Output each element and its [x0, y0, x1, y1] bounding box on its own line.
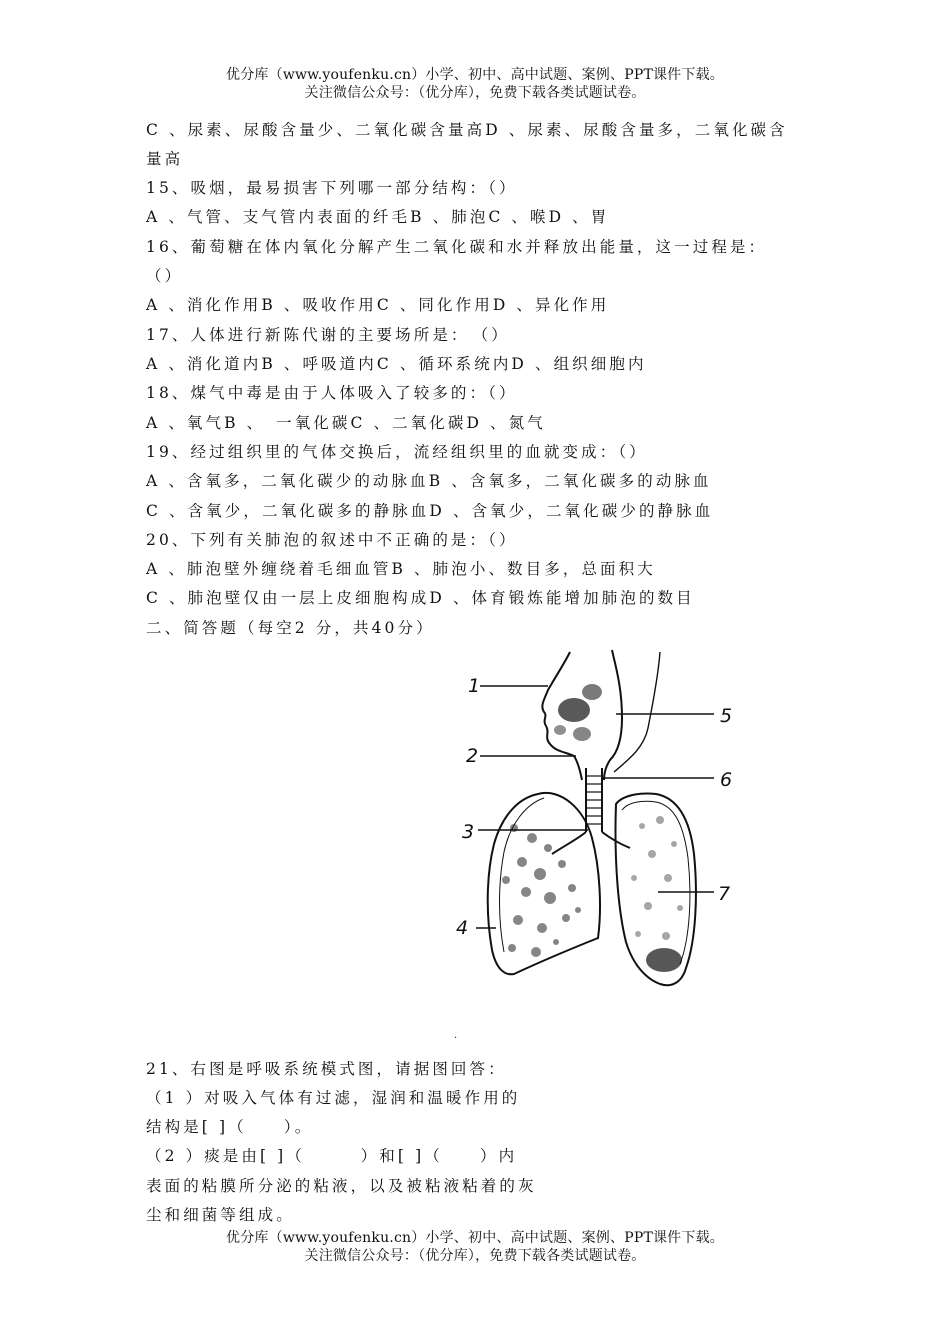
label-5: 5 [720, 705, 733, 727]
text-line: 量高 [146, 150, 184, 168]
text-line: C 、肺泡壁仅由一层上皮细胞构成D 、体育锻炼能增加肺泡的数目 [146, 589, 695, 607]
text-line: C 、含氧少，二氧化碳多的静脉血D 、含氧少，二氧化碳少的静脉血 [146, 502, 714, 520]
label-4: 4 [456, 917, 469, 939]
q21-line: 21、右图是呼吸系统模式图，请据图回答： [146, 1060, 507, 1078]
respiratory-diagram-svg [452, 648, 752, 988]
text-line: A 、消化作用B 、吸收作用C 、同化作用D 、异化作用 [146, 296, 610, 314]
q21-line: （1 ）对吸入气体有过滤，湿润和温暖作用的 [146, 1089, 521, 1107]
text-line: A 、肺泡壁外缠绕着毛细血管B 、肺泡小、数目多，总面积大 [146, 560, 656, 578]
q21-line: （2 ）痰是由[ ]（ ）和[ ]（ ）内 [146, 1147, 518, 1165]
stray-dot: . [454, 1030, 458, 1041]
label-2: 2 [466, 745, 479, 767]
page-header [0, 66, 950, 102]
text-line: 15、吸烟，最易损害下列哪一部分结构：（） [146, 179, 518, 197]
text-line: 18、煤气中毒是由于人体吸入了较多的：（） [146, 384, 518, 402]
q21-line: 尘和细菌等组成。 [146, 1206, 295, 1224]
text-line: A 、氧气B 、 一氧化碳C 、二氧化碳D 、氮气 [146, 414, 546, 432]
q21-line: 表面的粘膜所分泌的粘液，以及被粘液粘着的灰 [146, 1177, 537, 1195]
header-line-2: 关注微信公众号：（优分库），免费下载各类试题试卷。 [304, 85, 646, 101]
label-1: 1 [468, 675, 481, 697]
text-line: A 、消化道内B 、呼吸道内C 、循环系统内D 、组织细胞内 [146, 355, 647, 373]
respiratory-system-diagram [452, 648, 752, 988]
footer-line-1: 优分库（www.youfenku.cn）小学、初中、高中试题、案例、PPT课件下载。 [226, 1230, 724, 1246]
label-3: 3 [462, 821, 475, 843]
text-line: C 、尿素、尿酸含量少、二氧化碳含量高D 、尿素、尿酸含量多，二氧化碳含 [146, 121, 788, 139]
label-7: 7 [718, 883, 731, 905]
header-line-1: 优分库（www.youfenku.cn）小学、初中、高中试题、案例、PPT课件下载。 [226, 67, 724, 83]
text-line: （） [146, 267, 184, 285]
footer-line-2: 关注微信公众号：（优分库），免费下载各类试题试卷。 [304, 1248, 646, 1264]
text-line: 17、人体进行新陈代谢的主要场所是： （） [146, 326, 510, 344]
page-footer [0, 1229, 950, 1265]
q21-line: 结构是[ ]（ ）。 [146, 1118, 314, 1136]
text-line: 20、下列有关肺泡的叙述中不正确的是：（） [146, 531, 518, 549]
text-line: A 、含氧多，二氧化碳少的动脉血B 、含氧多，二氧化碳多的动脉血 [146, 472, 712, 490]
section-heading: 二、简答题（每空2 分，共40分） [146, 619, 435, 637]
text-line: A 、气管、支气管内表面的纤毛B 、肺泡C 、喉D 、胃 [146, 208, 610, 226]
text-line: 16、葡萄糖在体内氧化分解产生二氧化碳和水并释放出能量，这一过程是： [146, 238, 768, 256]
text-line: 19、经过组织里的气体交换后，流经组织里的血就变成：（） [146, 443, 648, 461]
label-6: 6 [720, 769, 733, 791]
